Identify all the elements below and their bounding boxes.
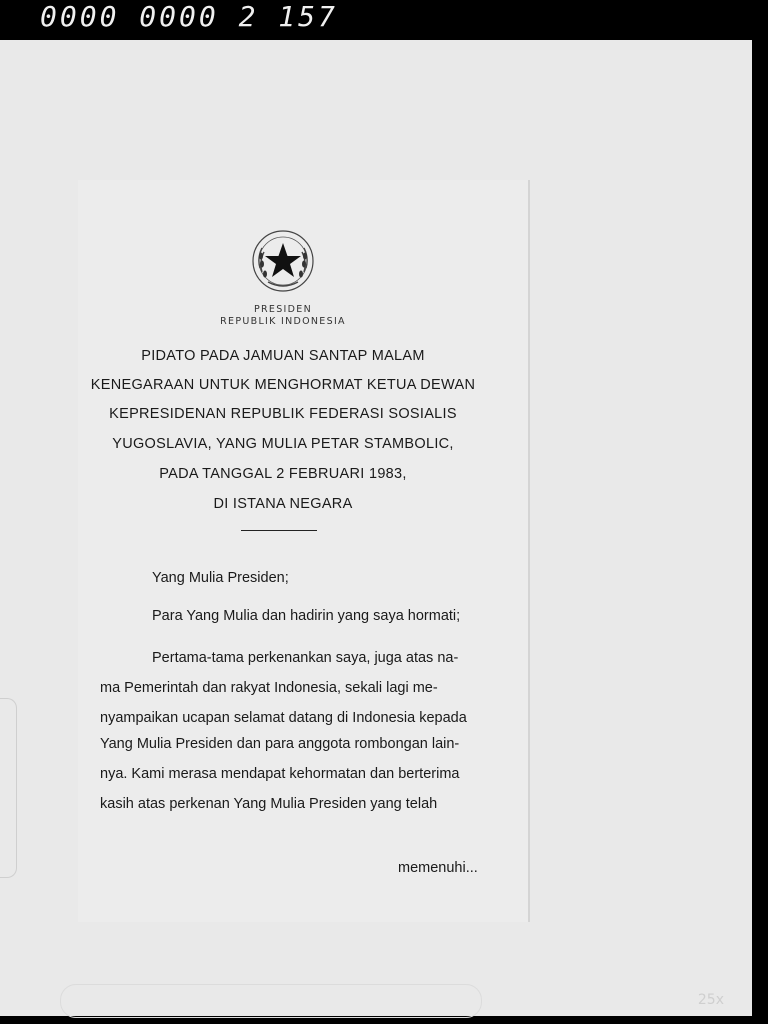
paragraph-line-6: kasih atas perkenan Yang Mulia Presiden yang telah [100, 796, 438, 812]
title-divider [241, 530, 317, 531]
title-line-3: KEPRESIDENAN REPUBLIK FEDERASI SOSIALIS [109, 406, 457, 422]
page-curl-shadow [60, 984, 482, 1018]
office-line-2: REPUBLIK INDONESIA [220, 316, 346, 327]
paragraph-line-3: nyampaikan ucapan selamat datang di Indonesia kepada [100, 710, 467, 726]
salutation-1: Yang Mulia Presiden; [152, 570, 289, 586]
film-frame [0, 40, 752, 1016]
paragraph-line-1: Pertama-tama perkenankan saya, juga atas na- [152, 650, 459, 666]
paragraph-line-4: Yang Mulia Presiden dan para anggota rombongan lain- [100, 736, 460, 752]
catchword: memenuhi... [398, 860, 478, 876]
film-corner-mark: 25x [697, 992, 724, 1008]
paragraph-line-2: ma Pemerintah dan rakyat Indonesia, sekali lagi me- [100, 680, 438, 696]
title-line-6: DI ISTANA NEGARA [213, 496, 353, 512]
paragraph-line-5: nya. Kami merasa mendapat kehormatan dan berterima [100, 766, 460, 782]
document-page [78, 180, 530, 922]
page-edge-tab [0, 698, 17, 878]
salutation-2: Para Yang Mulia dan hadirin yang saya hormati; [152, 608, 461, 624]
title-line-1: PIDATO PADA JAMUAN SANTAP MALAM [141, 348, 425, 364]
title-line-5: PADA TANGGAL 2 FEBRUARI 1983, [159, 466, 407, 482]
garuda-star-emblem-icon [250, 228, 316, 294]
film-frame-number: 0000 0000 2 157 [40, 0, 338, 33]
title-line-4: YUGOSLAVIA, YANG MULIA PETAR STAMBOLIC, [112, 436, 454, 452]
title-line-2: KENEGARAAN UNTUK MENGHORMAT KETUA DEWAN [90, 377, 476, 393]
office-line-1: PRESIDEN [254, 304, 312, 315]
